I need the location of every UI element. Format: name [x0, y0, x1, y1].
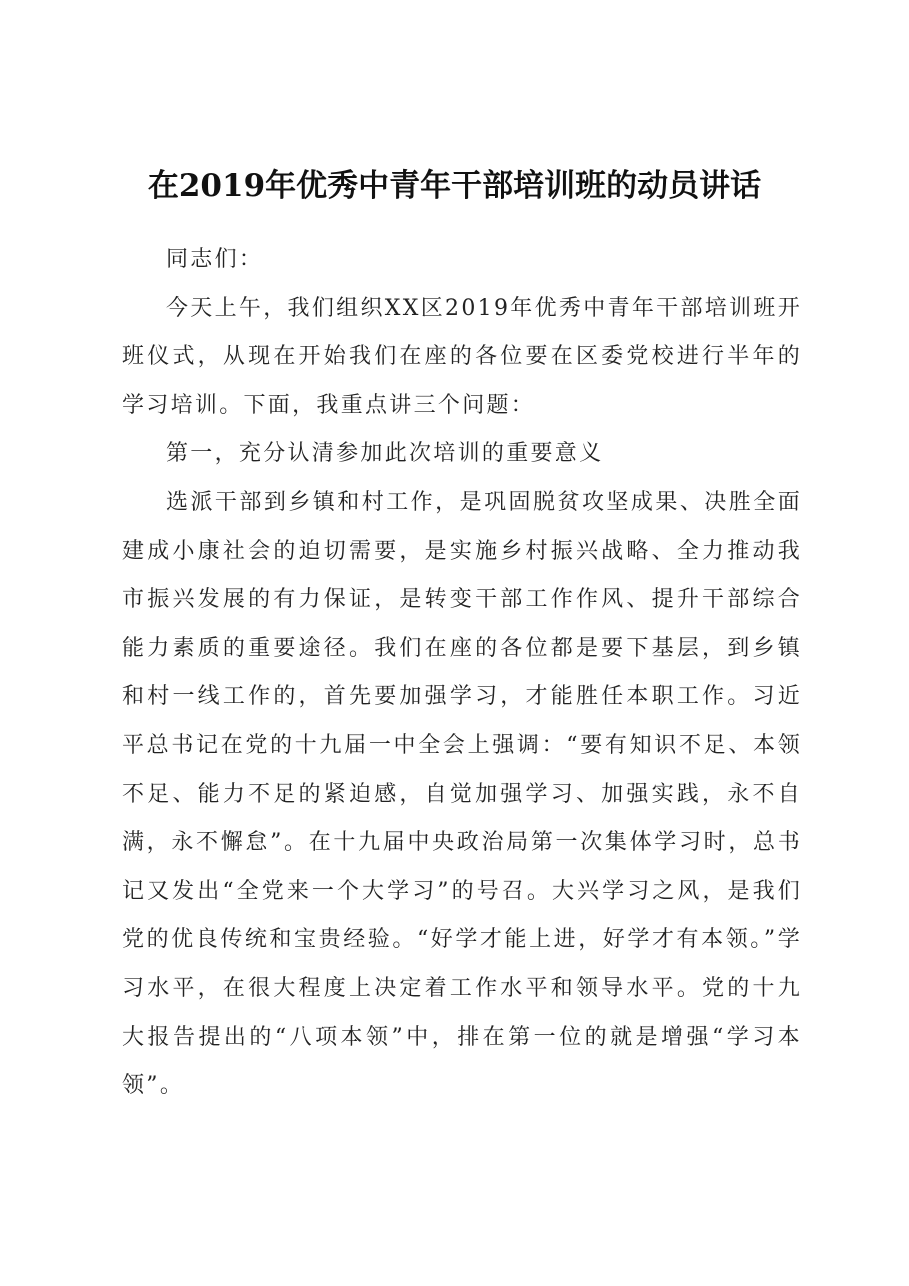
paragraph-section-heading: 第一，充分认清参加此次培训的重要意义 — [166, 441, 604, 467]
paragraph-intro: 今天上午，我们组织XX区2019年优秀中青年干部培训班开班仪式，从现在开始我们在座的各位要在区委党校进行半年的学习培训。下面，我重点讲三个问题： — [122, 295, 802, 418]
paragraph-salutation: 同志们： — [166, 247, 264, 272]
document-body — [122, 236, 802, 1111]
document-title: 在2019年优秀中青年干部培训班的动员讲话 — [147, 168, 762, 204]
paragraph-body: 选派干部到乡镇和村工作，是巩固脱贫攻坚成果、决胜全面建成小康社会的迫切需要，是实施乡村振兴战略、全力推动我市振兴发展的有力保证，是转变干部工作作风、提升干部综合能力素质的重要途径。我们在座的各位都是要下基层，到乡镇和村一线工作的，首先要加强学习，才能胜任本职工作。习近平总书记在党的十九届一中全会上强调：“要有知识不足、本领不足、能力不足的紧迫感，自觉加强学习、加强实践，永不自满，永不懈怠”。在十九届中央政治局第一次集体学习时，总书记又发出“全党来一个大学习”的号召。大兴学习之风，是我们党的优良传统和宝贵经验。“好学才能上进，好学才有本领。”学习水平，在很大程度上决定着工作水平和领导水平。党的十九大报告提出的“八项本领”中，排在第一位的就是增强“学习本领”。 — [122, 489, 802, 1099]
